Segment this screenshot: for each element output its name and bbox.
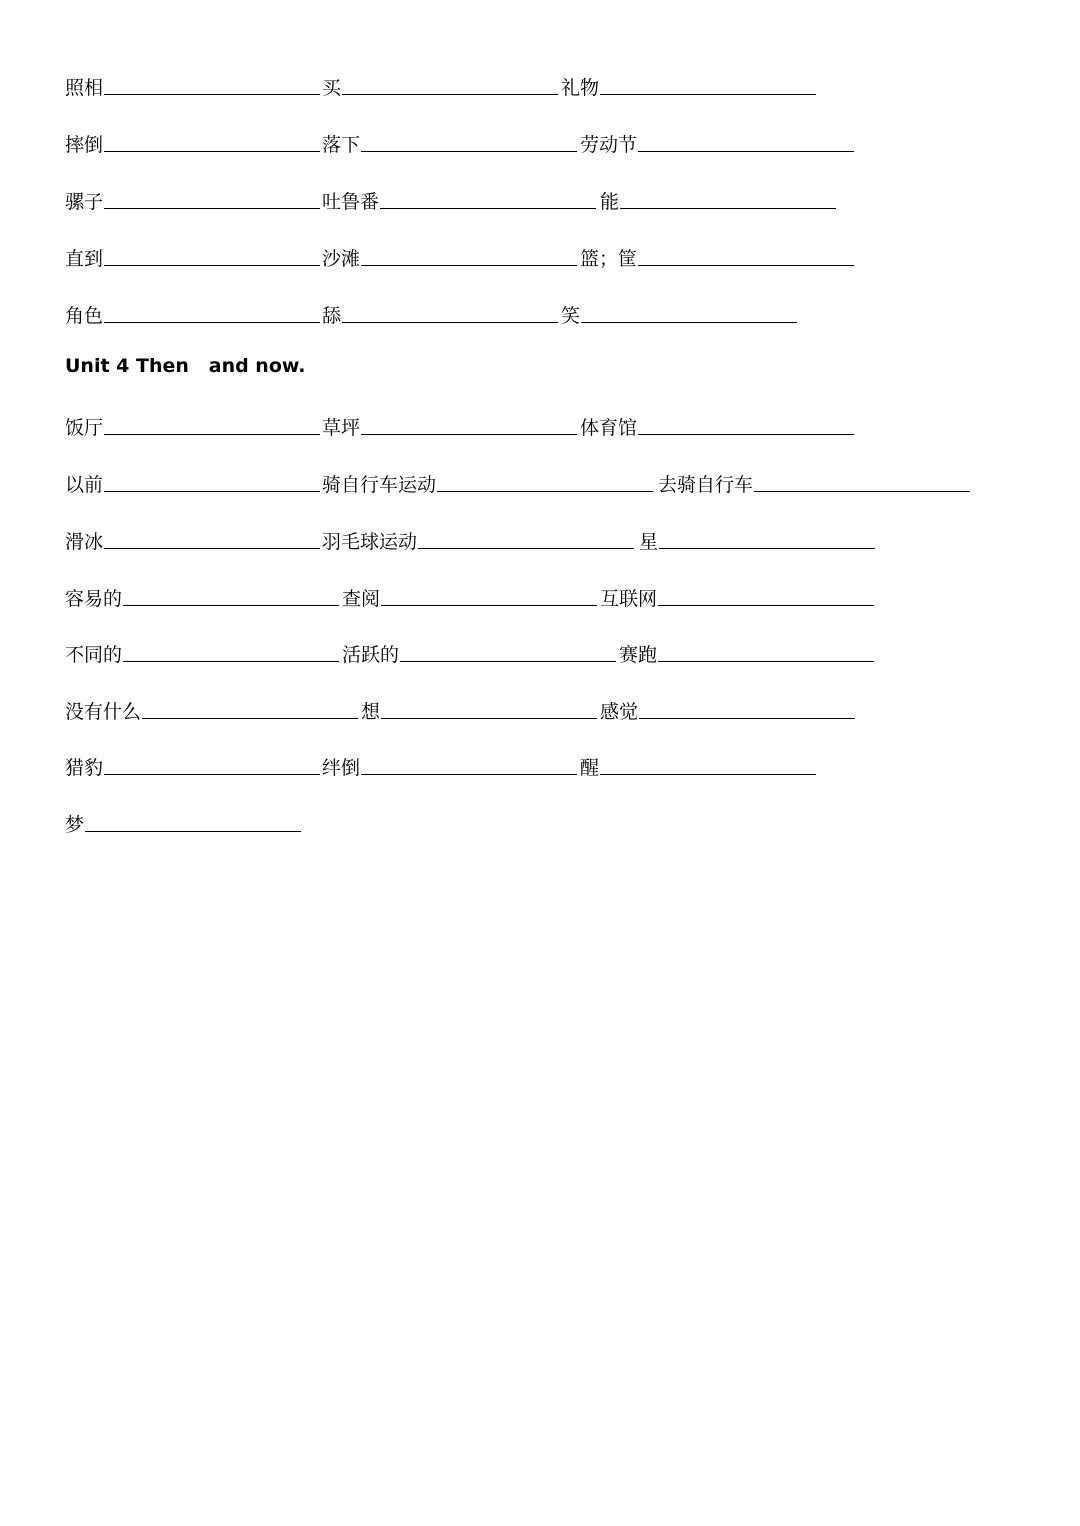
vocab-item bbox=[600, 580, 874, 610]
answer-blank[interactable] bbox=[361, 246, 577, 266]
answer-blank[interactable] bbox=[600, 75, 816, 95]
answer-blank[interactable] bbox=[104, 755, 320, 775]
answer-blank[interactable] bbox=[381, 699, 597, 719]
answer-blank[interactable] bbox=[342, 75, 558, 95]
answer-blank[interactable] bbox=[104, 529, 320, 549]
vocab-term: 直到 bbox=[65, 248, 104, 270]
vocab-term: 赛跑 bbox=[619, 644, 658, 666]
vocab-term: 骑自行车运动 bbox=[322, 474, 437, 496]
vocab-term: 醒 bbox=[580, 757, 600, 779]
vocab-item bbox=[65, 409, 320, 439]
vocab-item bbox=[65, 297, 320, 327]
vocab-term: 想 bbox=[361, 701, 381, 723]
vocab-term: 骡子 bbox=[65, 191, 104, 213]
vocab-term: 能 bbox=[600, 191, 620, 213]
vocab-item bbox=[322, 466, 653, 496]
vocab-item bbox=[322, 297, 558, 327]
vocab-item bbox=[322, 523, 634, 553]
vocab-term: 去骑自行车 bbox=[658, 474, 754, 496]
answer-blank[interactable] bbox=[658, 586, 874, 606]
vocab-item bbox=[580, 409, 854, 439]
answer-blank[interactable] bbox=[104, 246, 320, 266]
vocab-item bbox=[65, 523, 320, 553]
vocab-term: 活跃的 bbox=[342, 644, 400, 666]
vocab-item bbox=[342, 636, 616, 666]
answer-blank[interactable] bbox=[361, 755, 577, 775]
vocab-term: 照相 bbox=[65, 77, 104, 99]
vocab-item bbox=[322, 240, 577, 270]
vocab-item bbox=[65, 636, 339, 666]
answer-blank[interactable] bbox=[361, 415, 577, 435]
vocab-term: 滑冰 bbox=[65, 531, 104, 553]
answer-blank[interactable] bbox=[104, 132, 320, 152]
answer-blank[interactable] bbox=[104, 189, 320, 209]
answer-blank[interactable] bbox=[638, 132, 854, 152]
vocab-item bbox=[322, 183, 596, 213]
answer-blank[interactable] bbox=[638, 246, 854, 266]
vocab-term: 摔倒 bbox=[65, 134, 104, 156]
vocab-item bbox=[580, 240, 854, 270]
vocab-item bbox=[65, 240, 320, 270]
answer-blank[interactable] bbox=[104, 303, 320, 323]
vocab-item bbox=[658, 466, 970, 496]
vocab-term: 梦 bbox=[65, 814, 85, 836]
answer-blank[interactable] bbox=[104, 472, 320, 492]
answer-blank[interactable] bbox=[142, 699, 358, 719]
vocab-item bbox=[342, 580, 597, 610]
vocab-term: 猎豹 bbox=[65, 757, 104, 779]
answer-blank[interactable] bbox=[600, 755, 816, 775]
answer-blank[interactable] bbox=[400, 642, 616, 662]
vocab-item bbox=[600, 693, 855, 723]
answer-blank[interactable] bbox=[85, 812, 301, 832]
vocab-term: 篮；筐 bbox=[580, 248, 638, 270]
vocab-term: 体育馆 bbox=[580, 417, 638, 439]
vocab-term: 不同的 bbox=[65, 644, 123, 666]
vocab-term: 笑 bbox=[561, 305, 581, 327]
vocab-term: 互联网 bbox=[600, 588, 658, 610]
answer-blank[interactable] bbox=[638, 415, 854, 435]
vocab-term: 感觉 bbox=[600, 701, 639, 723]
vocab-item bbox=[65, 806, 301, 836]
answer-blank[interactable] bbox=[754, 472, 970, 492]
vocab-term: 星 bbox=[639, 531, 659, 553]
vocab-term: 礼物 bbox=[561, 77, 600, 99]
answer-blank[interactable] bbox=[658, 642, 874, 662]
vocab-item bbox=[600, 183, 836, 213]
answer-blank[interactable] bbox=[381, 586, 597, 606]
answer-blank[interactable] bbox=[581, 303, 797, 323]
vocab-term: 落下 bbox=[322, 134, 361, 156]
vocab-term: 饭厅 bbox=[65, 417, 104, 439]
vocab-item bbox=[619, 636, 874, 666]
answer-blank[interactable] bbox=[123, 586, 339, 606]
vocab-term: 买 bbox=[322, 77, 342, 99]
vocab-item bbox=[580, 749, 816, 779]
answer-blank[interactable] bbox=[418, 529, 634, 549]
answer-blank[interactable] bbox=[104, 75, 320, 95]
answer-blank[interactable] bbox=[123, 642, 339, 662]
vocab-item bbox=[580, 126, 854, 156]
vocab-term: 容易的 bbox=[65, 588, 123, 610]
vocab-item bbox=[65, 693, 358, 723]
vocab-item bbox=[561, 69, 816, 99]
vocab-term: 角色 bbox=[65, 305, 104, 327]
unit-heading: Unit 4 Then and now. bbox=[65, 355, 306, 377]
vocab-term: 以前 bbox=[65, 474, 104, 496]
vocab-item bbox=[65, 183, 320, 213]
answer-blank[interactable] bbox=[361, 132, 577, 152]
vocab-item bbox=[322, 126, 577, 156]
vocab-item bbox=[561, 297, 797, 327]
answer-blank[interactable] bbox=[620, 189, 836, 209]
answer-blank[interactable] bbox=[104, 415, 320, 435]
vocab-item bbox=[65, 580, 339, 610]
vocab-term: 吐鲁番 bbox=[322, 191, 380, 213]
vocab-term: 草坪 bbox=[322, 417, 361, 439]
vocab-term: 没有什么 bbox=[65, 701, 142, 723]
vocab-item bbox=[65, 69, 320, 99]
answer-blank[interactable] bbox=[437, 472, 653, 492]
vocab-item bbox=[65, 466, 320, 496]
vocab-item bbox=[322, 409, 577, 439]
answer-blank[interactable] bbox=[659, 529, 875, 549]
vocab-item bbox=[322, 69, 558, 99]
vocab-term: 羽毛球运动 bbox=[322, 531, 418, 553]
vocab-item bbox=[65, 126, 320, 156]
vocab-term: 劳动节 bbox=[580, 134, 638, 156]
vocab-item bbox=[65, 749, 320, 779]
vocab-term: 绊倒 bbox=[322, 757, 361, 779]
vocab-item bbox=[639, 523, 875, 553]
vocab-item bbox=[361, 693, 597, 723]
answer-blank[interactable] bbox=[380, 189, 596, 209]
vocab-term: 沙滩 bbox=[322, 248, 361, 270]
vocab-item bbox=[322, 749, 577, 779]
answer-blank[interactable] bbox=[639, 699, 855, 719]
vocab-term: 舔 bbox=[322, 305, 342, 327]
answer-blank[interactable] bbox=[342, 303, 558, 323]
vocab-term: 查阅 bbox=[342, 588, 381, 610]
